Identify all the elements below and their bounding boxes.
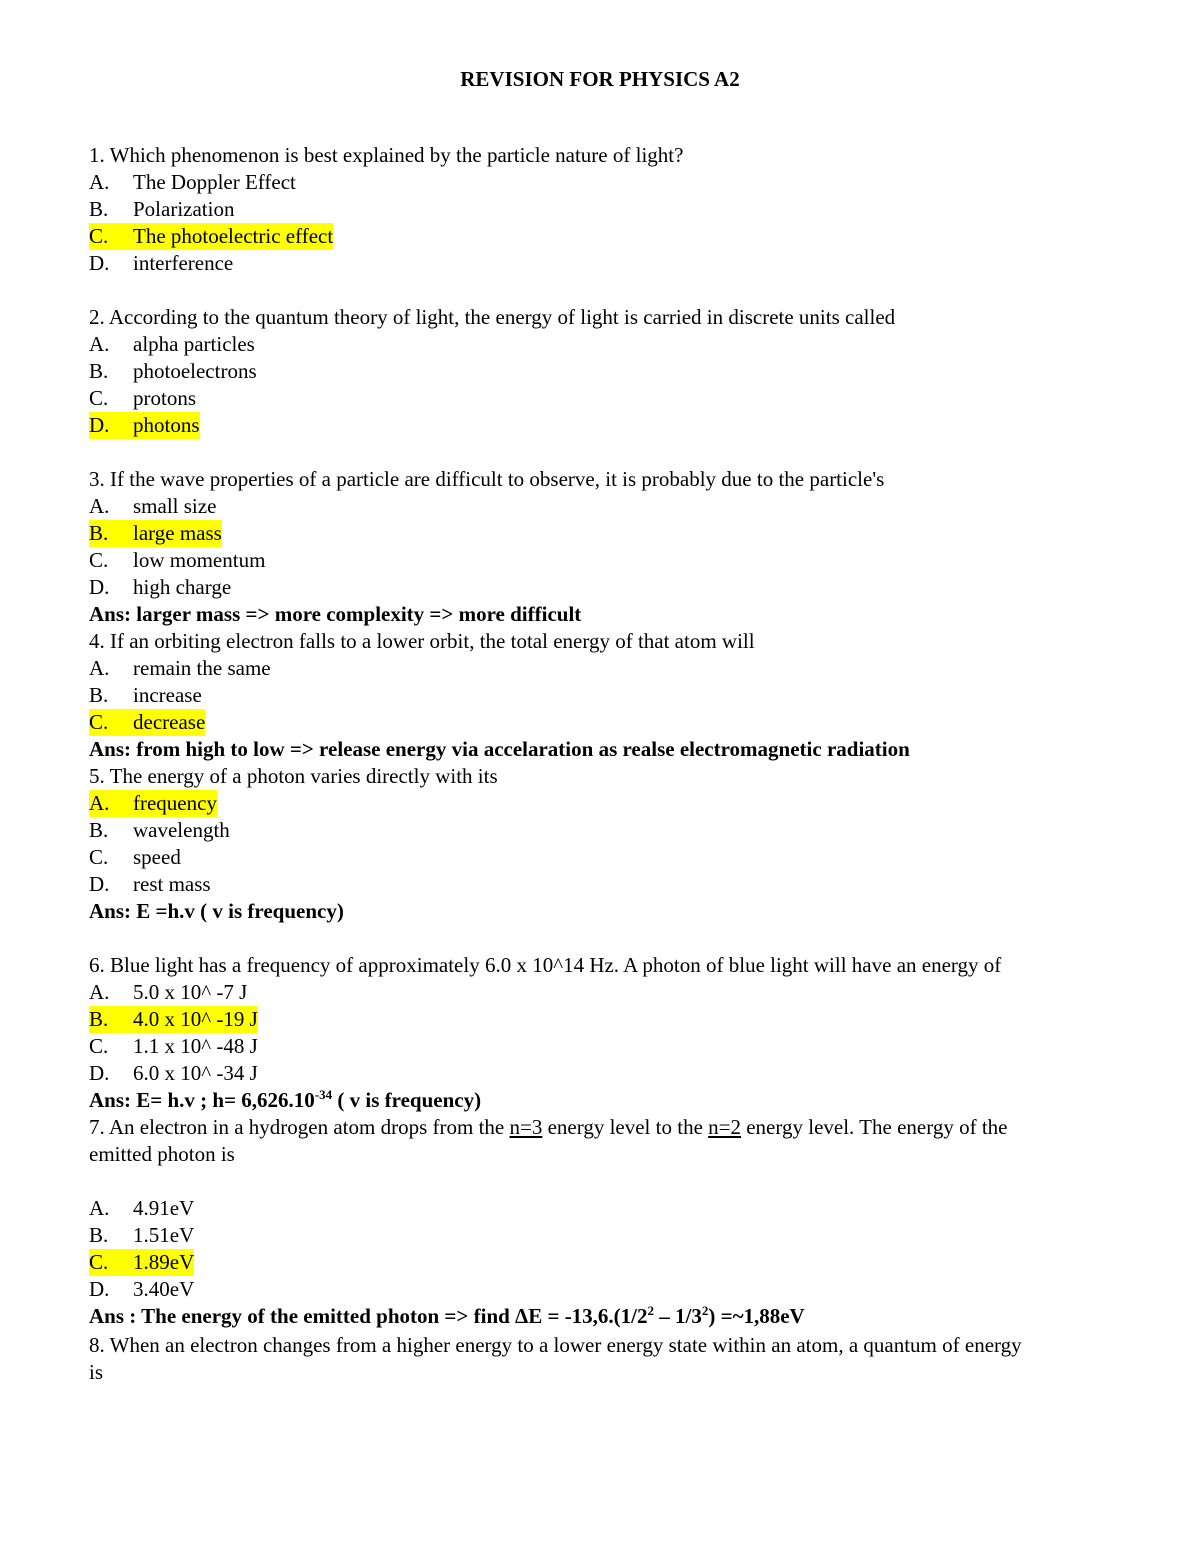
question-4: 4. If an orbiting electron falls to a lower orbit, the total energy of that atom will: [89, 629, 755, 653]
question-3: 3. If the wave properties of a particle are difficult to observe, it is probably due to the particle's: [89, 467, 885, 491]
question-8: 8. When an electron changes from a higher energy to a lower energy state within an atom, a quantum of energy: [89, 1333, 1022, 1357]
q2-option-d-highlighted: D. photons: [89, 413, 200, 437]
q7-option-d: D. 3.40eV: [89, 1277, 195, 1301]
q7-option-a: A. 4.91eV: [89, 1196, 195, 1220]
q7-option-c-highlighted: C. 1.89eV: [89, 1250, 195, 1274]
q6-option-b-highlighted: B. 4.0 x 10^ -19 J: [89, 1007, 258, 1031]
question-1: 1. Which phenomenon is best explained by the particle nature of light?: [89, 143, 684, 167]
q5-option-d: D. rest mass: [89, 872, 211, 896]
q4-option-a: A. remain the same: [89, 656, 271, 680]
q6-option-d: D. 6.0 x 10^ -34 J: [89, 1061, 258, 1085]
q2-option-a: A. alpha particles: [89, 332, 255, 356]
q5-answer: Ans: E =h.v ( v is frequency): [89, 899, 344, 923]
q1-option-d: D. interference: [89, 251, 234, 275]
q7-answer: Ans : The energy of the emitted photon => find $\Delta E = -13,6.(1/2^2 - 1/3^2)$ =~1,88eV: [89, 1303, 805, 1328]
question-8-line-2: is: [89, 1360, 104, 1384]
page-title: REVISION FOR PHYSICS A2: [460, 67, 740, 91]
q7-option-b: B. 1.51eV: [89, 1223, 195, 1247]
q3-option-b-highlighted: B. large mass: [89, 521, 222, 545]
question-2: 2. According to the quantum theory of light, the energy of light is carried in discrete units called: [89, 305, 896, 329]
q5-option-a-highlighted: A. frequency: [89, 791, 217, 815]
q6-option-c: C. 1.1 x 10^ -48 J: [89, 1034, 258, 1058]
q3-answer: Ans: larger mass => more complexity => more difficult: [89, 602, 582, 626]
q1-option-a: A. The Doppler Effect: [89, 170, 296, 194]
q2-option-b: B. photoelectrons: [89, 359, 257, 383]
q4-answer: Ans: from high to low => release energy via accelaration as realse electromagnetic radiation: [89, 737, 910, 761]
question-7: 7. An electron in a hydrogen atom drops from the n=3 energy level to the n=2 energy level. The energy of the: [89, 1115, 1008, 1139]
q3-option-a: A. small size: [89, 494, 217, 518]
q3-option-c: C. low momentum: [89, 548, 266, 572]
q5-option-c: C. speed: [89, 845, 181, 869]
question-6: 6. Blue light has a frequency of approximately 6.0 x 10^14 Hz. A photon of blue light will have an energy of: [89, 953, 1002, 977]
q2-option-c: C. protons: [89, 386, 196, 410]
q3-option-d: D. high charge: [89, 575, 232, 599]
question-7-line-2: emitted photon is: [89, 1142, 235, 1166]
q6-option-a: A. 5.0 x 10^ -7 J: [89, 980, 248, 1004]
q1-option-c-highlighted: C. The photoelectric effect: [89, 224, 334, 248]
q4-option-b: B. increase: [89, 683, 202, 707]
q4-option-c-highlighted: C. decrease: [89, 710, 206, 734]
q6-answer: Ans: E= h.v ; $h= 6,626.10^{-34}$ ( v is frequency): [89, 1087, 482, 1112]
question-5: 5. The energy of a photon varies directly with its: [89, 764, 498, 788]
q1-option-b: B. Polarization: [89, 197, 235, 221]
q5-option-b: B. wavelength: [89, 818, 230, 842]
